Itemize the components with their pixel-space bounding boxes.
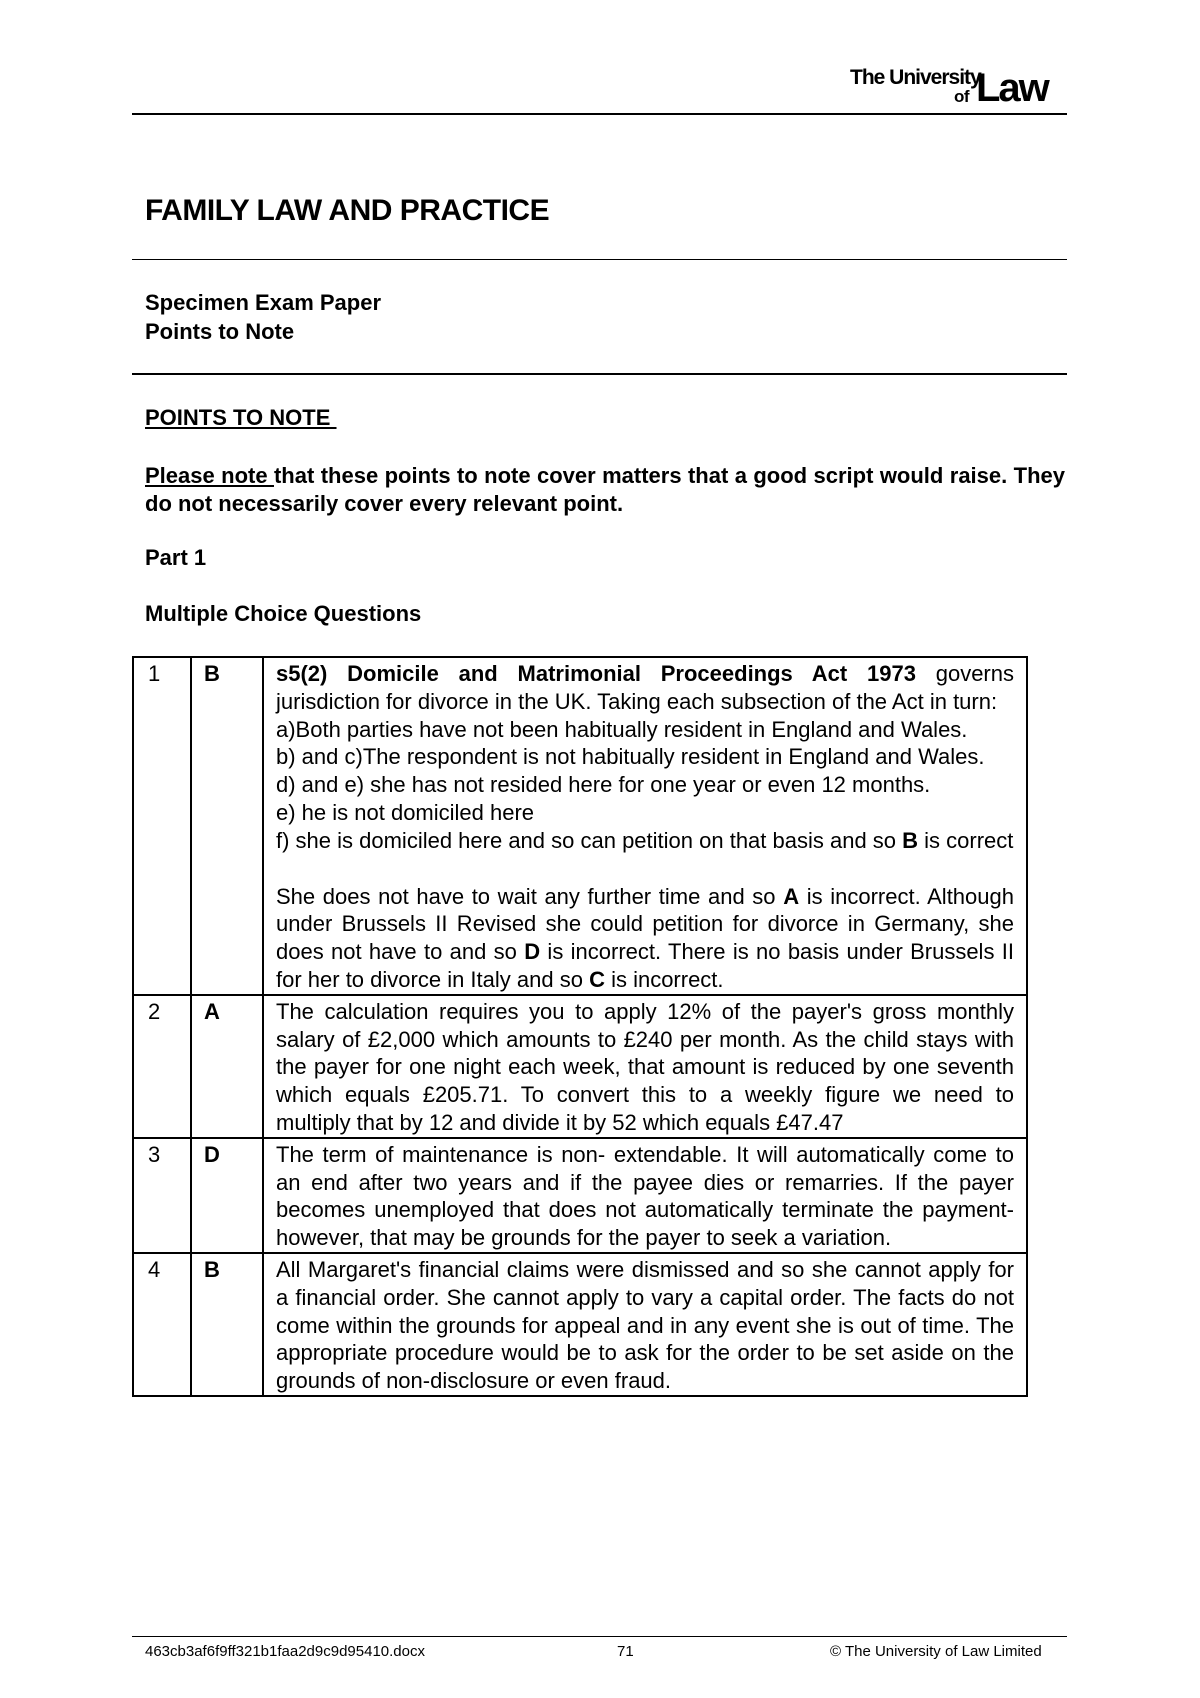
header-rule <box>132 113 1067 115</box>
question-number: 3 <box>133 1138 191 1253</box>
footer-page-number: 71 <box>617 1643 634 1660</box>
q1-f-bold: B <box>902 827 919 853</box>
note-body: that these points to note cover matters that a good script would raise. They do not necessarily cover every relevant point. <box>145 463 1066 516</box>
footer-rule <box>132 1636 1067 1637</box>
question-number: 4 <box>133 1253 191 1396</box>
footer-copyright: © The University of Law Limited <box>830 1643 1042 1660</box>
q1-p2-b1: A <box>783 883 800 909</box>
note-paragraph <box>145 462 1065 518</box>
paragraph-gap <box>276 855 1014 883</box>
q1-p2-b2: D <box>524 939 541 965</box>
answer-letter: B <box>191 657 263 995</box>
answer-letter: D <box>191 1138 263 1253</box>
q1-lead-rest: governs jurisdiction for divorce in the UK. Taking each subsection of the Act in turn: <box>276 661 1014 714</box>
section-heading: POINTS TO NOTE <box>145 405 337 430</box>
question-number: 1 <box>133 657 191 995</box>
table-row <box>133 657 1027 995</box>
q1-p2-s3: is incorrect. There is no basis under Brussels II for her to divorce in Italy and so <box>276 939 1014 992</box>
q1-f-post: is correct <box>918 827 1014 853</box>
q1-item-bc: b) and c)The respondent is not habitually resident in England and Wales. <box>276 744 985 770</box>
q1-p2-s2: is incorrect. Although under Brussels II Revised she could petition for divorce in Germany, she does not have to and so <box>276 883 1014 965</box>
explanation-cell: The term of maintenance is non- extendable. It will automatically come to an end after two years and if the payee dies or remarries. If the payer becomes unemployed that does not automatically terminate the payment- however, that may be grounds for the payer to seek a variation. <box>263 1138 1027 1253</box>
q1-item-de: d) and e) she has not resided here for one year or even 12 months. <box>276 772 931 798</box>
subtitle-specimen: Specimen Exam Paper <box>145 290 382 315</box>
footer-filename: 463cb3af6f9ff321b1faa2d9c9d95410.docx <box>145 1643 425 1660</box>
document-title: FAMILY LAW AND PRACTICE <box>145 194 550 227</box>
q1-p2-s1: She does not have to wait any further time and so <box>276 883 784 909</box>
explanation-cell: All Margaret's financial claims were dismissed and so she cannot apply for a financial order. She cannot apply to vary a capital order. The facts do not come within the grounds for appeal and in any event she is out of time. The appropriate procedure would be to ask for the order to be set aside on the grounds of non-disclosure or even fraud. <box>263 1253 1027 1396</box>
question-number: 2 <box>133 995 191 1138</box>
q1-lead-bold: s5(2) Domicile and Matrimonial Proceedings Act 1973 <box>276 661 916 686</box>
university-logo <box>850 66 1056 110</box>
q1-item-f <box>276 827 1014 855</box>
note-prefix: Please note <box>145 463 274 488</box>
q1-paragraph-2 <box>276 883 1014 994</box>
q1-p2-s4: is incorrect. <box>604 966 724 992</box>
explanation-cell <box>263 657 1027 995</box>
q1-item-a: a)Both parties have not been habitually resident in England and Wales. <box>276 716 968 742</box>
q1-item-e: e) he is not domiciled here <box>276 799 535 825</box>
explanation-cell: The calculation requires you to apply 12% of the payer's gross monthly salary of £2,000 which amounts to £240 per month. As the child stays with the payer for one night each week, that amount is reduced by one seventh which equals £205.71. To convert this to a weekly figure we need to multiply that by 12 and divide it by 52 which equals £47.47 <box>263 995 1027 1138</box>
q1-p2-b3: C <box>589 966 605 992</box>
mcq-heading: Multiple Choice Questions <box>145 601 422 626</box>
logo-line-3: Law <box>976 66 1048 110</box>
q1-lead <box>276 660 1014 716</box>
mcq-table <box>132 656 1028 1397</box>
table-row <box>133 1253 1027 1396</box>
table-row <box>133 1138 1027 1253</box>
table-row <box>133 995 1027 1138</box>
subtitle-rule <box>132 373 1067 375</box>
part-heading: Part 1 <box>145 545 207 570</box>
logo-line-1: The University <box>850 66 981 89</box>
answer-letter: A <box>191 995 263 1138</box>
title-rule <box>132 259 1067 260</box>
q1-f-pre: f) she is domiciled here and so can petition on that basis and so <box>276 827 903 853</box>
subtitle-points: Points to Note <box>145 319 295 344</box>
logo-line-2: of <box>954 87 970 106</box>
answer-letter: B <box>191 1253 263 1396</box>
